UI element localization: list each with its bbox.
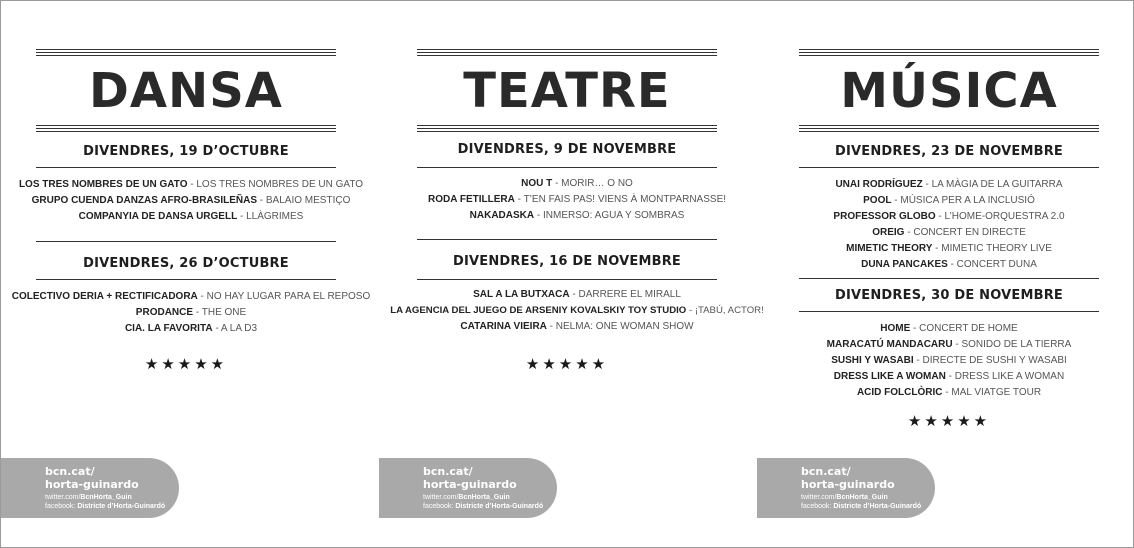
- event-work: L’HOME-ORQUESTRA 2.0: [944, 211, 1065, 222]
- event-work: MORIR… O NO: [561, 178, 633, 189]
- title-bottom-rules: [36, 125, 336, 134]
- event-artist: NOU T: [521, 178, 553, 189]
- event-dash: -: [193, 307, 202, 318]
- event-work: DARRERE EL MIRALL: [578, 289, 681, 300]
- event-item: [757, 257, 1134, 273]
- section-title: MÚSICA: [840, 63, 1058, 119]
- event-work: MIMETIC THEORY LIVE: [941, 243, 1052, 254]
- event-item: [757, 193, 1134, 209]
- event-item: [757, 369, 1134, 385]
- twitter-prefix: twitter.com/: [423, 494, 459, 501]
- site-link: [45, 465, 139, 491]
- event-dash: -: [942, 387, 952, 398]
- facebook-line: [423, 502, 543, 511]
- event-artist: NAKADASKA: [469, 210, 535, 221]
- event-work: BALAIO MESTIÇO: [265, 195, 351, 206]
- title-top-rules: [36, 49, 336, 58]
- twitter-prefix: twitter.com/: [801, 494, 837, 501]
- day-heading: DIVENDRES, 30 DE NOVEMBRE: [834, 288, 1064, 303]
- event-work: A LA D3: [220, 323, 258, 334]
- day-heading: DIVENDRES, 16 DE NOVEMBRE: [452, 254, 682, 269]
- section-title: TEATRE: [463, 63, 671, 119]
- event-artist: GRUPO CUENDA DANZAS AFRO-BRASILEÑAS: [31, 195, 257, 206]
- event-artist: CIA. LA FAVORITA: [124, 323, 213, 334]
- event-list: [757, 321, 1134, 401]
- event-work: NELMA: ONE WOMAN SHOW: [555, 321, 694, 332]
- site-line2: horta-guinardo: [45, 478, 139, 491]
- event-work: THE ONE: [201, 307, 247, 318]
- column-dansa: [1, 1, 381, 547]
- event-list: [379, 176, 775, 224]
- event-artist: OREIG: [872, 227, 905, 238]
- twitter-handle: BcnHorta_Guin: [836, 494, 888, 501]
- event-list: [1, 177, 381, 225]
- event-item: [757, 353, 1134, 369]
- facebook-line: [45, 502, 165, 511]
- twitter-handle: BcnHorta_Guin: [458, 494, 510, 501]
- event-item: [1, 193, 381, 209]
- event-work: LOS TRES NOMBRES DE UN GATO: [196, 179, 364, 190]
- event-item: [379, 287, 775, 303]
- event-artist: UNAI RODRÍGUEZ: [835, 179, 923, 190]
- divider: [417, 279, 717, 280]
- event-work: DRESS LIKE A WOMAN: [954, 371, 1065, 382]
- event-artist: LA AGENCIA DEL JUEGO DE ARSENIY KOVALSKIY TOY STUDIO: [390, 305, 687, 316]
- event-artist: COLECTIVO DERIA + RECTIFICADORA: [11, 291, 198, 302]
- event-dash: -: [552, 178, 562, 189]
- event-artist: MIMETIC THEORY: [846, 243, 933, 254]
- event-dash: -: [212, 323, 221, 334]
- facebook-line: [801, 502, 921, 511]
- divider: [36, 279, 336, 280]
- event-work: MAL VIATGE TOUR: [951, 387, 1042, 398]
- event-dash: -: [910, 323, 920, 334]
- event-artist: HOME: [880, 323, 911, 334]
- divider: [799, 167, 1099, 168]
- divider: [799, 278, 1099, 279]
- event-artist: PRODANCE: [135, 307, 194, 318]
- event-item: [1, 177, 381, 193]
- event-work: ¡TABÚ, ACTOR!: [694, 305, 764, 316]
- event-artist: DUNA PANCAKES: [861, 259, 948, 270]
- event-work: LLÀGRIMES: [246, 211, 304, 222]
- event-work: MÚSICA PER A LA INCLUSIÓ: [900, 195, 1035, 206]
- event-item: [379, 319, 775, 335]
- footer-badge: [757, 458, 935, 518]
- event-dash: -: [187, 179, 197, 190]
- event-dash: -: [922, 179, 932, 190]
- event-dash: -: [514, 194, 524, 205]
- divider: [417, 167, 717, 168]
- site-line1: bcn.cat/: [801, 465, 851, 478]
- event-work: CONCERT EN DIRECTE: [913, 227, 1026, 238]
- event-list: [757, 177, 1134, 273]
- event-item: [379, 176, 775, 192]
- day-heading: DIVENDRES, 26 D’OCTUBRE: [83, 256, 289, 271]
- site-line2: horta-guinardo: [423, 478, 517, 491]
- event-item: [757, 321, 1134, 337]
- event-dash: -: [952, 339, 962, 350]
- event-work: LA MÀGIA DE LA GUITARRA: [931, 179, 1063, 190]
- event-item: [1, 321, 381, 337]
- divider: [36, 241, 336, 242]
- facebook-handle: Districte d’Horta-Guinardó: [455, 503, 544, 510]
- event-artist: CATARINA VIEIRA: [460, 321, 547, 332]
- event-item: [379, 208, 775, 224]
- event-dash: -: [945, 371, 955, 382]
- event-dash: -: [546, 321, 556, 332]
- event-dash: -: [534, 210, 543, 221]
- site-link: [423, 465, 517, 491]
- facebook-prefix: facebook:: [801, 503, 834, 510]
- event-item: [1, 289, 381, 305]
- facebook-prefix: facebook:: [423, 503, 456, 510]
- title-top-rules: [417, 49, 717, 58]
- facebook-handle: Districte d’Horta-Guinardó: [833, 503, 922, 510]
- rating-stars: ★★★★★: [144, 356, 228, 373]
- column-teatre: [379, 1, 764, 547]
- event-dash: -: [257, 195, 266, 206]
- event-work: INMERSO: AGUA Y SOMBRAS: [543, 210, 685, 221]
- rating-stars: ★★★★★: [907, 413, 991, 430]
- facebook-handle: Districte d’Horta-Guinardó: [77, 503, 166, 510]
- event-item: [757, 385, 1134, 401]
- event-artist: ACID FOLCLÒRIC: [856, 387, 943, 398]
- event-work: NO HAY LUGAR PARA EL REPOSO: [206, 291, 371, 302]
- footer-badge: [379, 458, 557, 518]
- site-line1: bcn.cat/: [45, 465, 95, 478]
- twitter-line: [45, 493, 132, 502]
- event-artist: PROFESSOR GLOBO: [833, 211, 936, 222]
- event-dash: -: [947, 259, 957, 270]
- title-top-rules: [799, 49, 1099, 58]
- event-artist: COMPANYIA DE DANSA URGELL: [78, 211, 238, 222]
- event-item: [757, 209, 1134, 225]
- event-dash: -: [913, 355, 923, 366]
- twitter-line: [801, 493, 888, 502]
- event-artist: MARACATÚ MANDACARU: [826, 339, 953, 350]
- event-work: SONIDO DE LA TIERRA: [961, 339, 1072, 350]
- column-musica: [757, 1, 1134, 547]
- event-item: [757, 241, 1134, 257]
- divider: [417, 239, 717, 240]
- site-link: [801, 465, 895, 491]
- section-title: DANSA: [89, 63, 283, 119]
- rating-stars: ★★★★★: [525, 356, 609, 373]
- event-artist: SAL A LA BUTXACA: [473, 289, 570, 300]
- day-heading: DIVENDRES, 9 DE NOVEMBRE: [457, 142, 677, 157]
- site-line1: bcn.cat/: [423, 465, 473, 478]
- site-line2: horta-guinardo: [801, 478, 895, 491]
- title-bottom-rules: [799, 125, 1099, 134]
- event-dash: -: [237, 211, 247, 222]
- twitter-line: [423, 493, 510, 502]
- event-dash: -: [197, 291, 207, 302]
- event-artist: SUSHI Y WASABI: [831, 355, 914, 366]
- event-item: [757, 177, 1134, 193]
- event-work: DIRECTE DE SUSHI Y WASABI: [922, 355, 1067, 366]
- event-item: [1, 305, 381, 321]
- day-heading: DIVENDRES, 19 D’OCTUBRE: [83, 144, 289, 159]
- event-dash: -: [932, 243, 942, 254]
- event-artist: POOL: [863, 195, 892, 206]
- event-work: CONCERT DE HOME: [919, 323, 1018, 334]
- event-list: [379, 287, 775, 335]
- event-item: [757, 337, 1134, 353]
- event-artist: DRESS LIKE A WOMAN: [833, 371, 946, 382]
- divider: [799, 311, 1099, 312]
- event-list: [1, 289, 381, 337]
- title-bottom-rules: [417, 125, 717, 134]
- event-dash: -: [686, 305, 695, 316]
- footer-badge: [1, 458, 179, 518]
- day-heading: DIVENDRES, 23 DE NOVEMBRE: [834, 144, 1064, 159]
- event-dash: -: [935, 211, 945, 222]
- event-dash: -: [904, 227, 914, 238]
- facebook-prefix: facebook:: [45, 503, 78, 510]
- event-artist: RODA FETILLERA: [427, 194, 515, 205]
- event-artist: LOS TRES NOMBRES DE UN GATO: [18, 179, 188, 190]
- event-item: [379, 303, 775, 319]
- event-item: [1, 209, 381, 225]
- event-work: T’EN FAIS PAS! VIENS À MONTPARNASSE!: [523, 194, 727, 205]
- event-item: [379, 192, 775, 208]
- twitter-handle: BcnHorta_Guin: [80, 494, 132, 501]
- event-dash: -: [569, 289, 579, 300]
- twitter-prefix: twitter.com/: [45, 494, 81, 501]
- divider: [36, 167, 336, 168]
- event-dash: -: [891, 195, 901, 206]
- event-work: CONCERT DUNA: [956, 259, 1037, 270]
- event-item: [757, 225, 1134, 241]
